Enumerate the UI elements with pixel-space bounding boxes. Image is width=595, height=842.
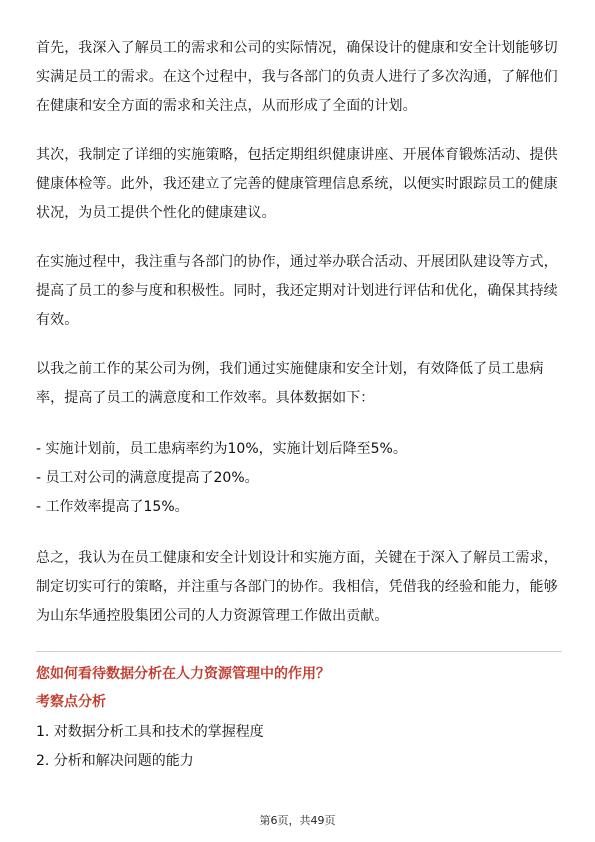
interview-question: 您如何看待数据分析在人力资源管理中的作用？: [36, 666, 330, 682]
paragraph-3: 在实施过程中，我注重与各部门的协作，通过举办联合活动、开展团队建设等方式，提高了员工的参与度和积极性。同时，我还定期对计划进行评估和优化，确保其持续有效。: [36, 254, 558, 328]
data-bullet-list: [36, 435, 562, 522]
page-number-footer: 第6页，共49页: [259, 814, 336, 827]
bullet-item-1: - 实施计划前，员工患病率约为10%，实施计划后降至5%。: [36, 441, 407, 457]
paragraph-1: 首先，我深入了解员工的需求和公司的实际情况，确保设计的健康和安全计划能够切实满足员工的需求。在这个过程中，我与各部门的负责人进行了多次沟通，了解他们在健康和安全方面的需求和关注点，从而形成了全面的计划。: [36, 40, 558, 114]
analysis-points-list: [36, 718, 562, 776]
analysis-section-title: 考察点分析: [36, 694, 106, 710]
paragraph-4: 以我之前工作的某公司为例，我们通过实施健康和安全计划，有效降低了员工患病率，提高了员工的满意度和工作效率。具体数据如下：: [36, 361, 544, 406]
section-divider: [36, 651, 562, 652]
paragraph-2: 其次，我制定了详细的实施策略，包括定期组织健康讲座、开展体育锻炼活动、提供健康体检等。此外，我还建立了完善的健康管理信息系统，以便实时跟踪员工的健康状况，为员工提供个性化的健康建议。: [36, 147, 558, 221]
page-content: [36, 34, 562, 776]
bullet-item-2: - 员工对公司的满意度提高了20%。: [36, 470, 259, 486]
conclusion-paragraph: 总之，我认为在员工健康和安全计划设计和实施方面，关键在于深入了解员工需求，制定切实可行的策略，并注重与各部门的协作。我相信，凭借我的经验和能力，能够为山东华通控股集团公司的人力资源管理工作做出贡献。: [36, 550, 558, 624]
bullet-item-3: - 工作效率提高了15%。: [36, 499, 189, 515]
analysis-point-1: 1. 对数据分析工具和技术的掌握程度: [36, 724, 264, 740]
analysis-point-2: 2. 分析和解决问题的能力: [36, 753, 194, 769]
